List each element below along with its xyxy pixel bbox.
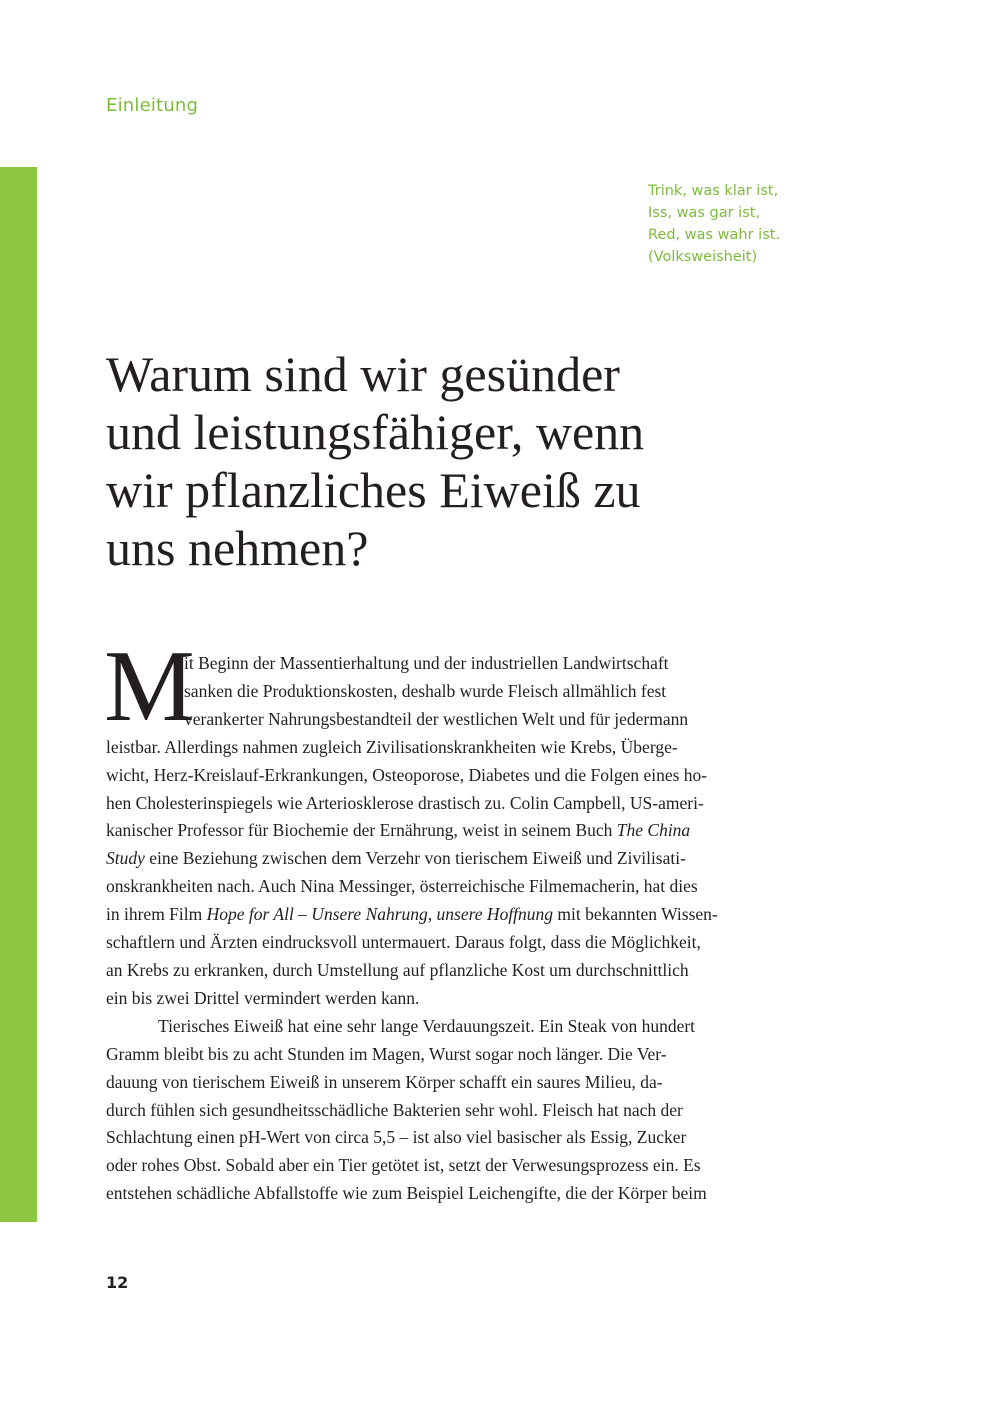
body-text <box>106 650 776 1208</box>
section-label: Einleitung <box>106 95 199 116</box>
text-line: Tierisches Eiweiß hat eine sehr lange Verdauungszeit. Ein Steak von hundert <box>158 1015 696 1036</box>
text-line: Schlachtung einen pH-Wert von circa 5,5 – ist also viel basischer als Essig, Zucker <box>106 1127 687 1148</box>
text-line: it Beginn der Massentierhaltung und der industriellen Landwirtschaft <box>184 653 669 673</box>
page-number: 12 <box>106 1273 129 1292</box>
text-line: oder rohes Obst. Sobald aber ein Tier getötet ist, setzt der Verwesungsprozess ein. Es <box>106 1155 701 1176</box>
book-title: The China <box>616 820 691 841</box>
paragraph-1 <box>106 650 776 734</box>
text-segment: kanischer Professor für Biochemie der Ernährung, weist in seinem Buch <box>106 820 617 841</box>
film-title: Hope for All – Unsere Nahrung, unsere Hoffnung <box>206 904 554 925</box>
text-line: an Krebs zu erkranken, durch Umstellung auf pflanzliche Kost um durchschnittlich <box>106 959 689 980</box>
title-line: wir pflanzliches Eiweiß zu <box>106 462 641 518</box>
text-segment: eine Beziehung zwischen dem Verzehr von tierischem Eiweiß und Zivilisati- <box>144 848 686 869</box>
title-line: Warum sind wir gesünder <box>106 346 620 402</box>
text-line: sanken die Produktionskosten, deshalb wurde Fleisch allmählich fest <box>184 680 667 701</box>
title-line: uns nehmen? <box>106 520 369 576</box>
text-line: hen Cholesterinspiegels wie Arteriosklerose drastisch zu. Colin Campbell, US-ameri- <box>106 792 704 813</box>
title-line: und leistungsfähiger, wenn <box>106 404 645 460</box>
epigraph <box>648 180 948 268</box>
text-line: schaftlern und Ärzten eindrucksvoll untermauert. Daraus folgt, dass die Möglichkeit, <box>106 932 701 953</box>
text-line <box>106 845 776 873</box>
text-line: dauung von tierischem Eiweiß in unserem Körper schafft ein saures Milieu, da- <box>106 1071 663 1092</box>
text-segment: in ihrem Film <box>106 904 207 925</box>
green-margin-bar <box>0 167 37 1222</box>
text-line: Gramm bleibt bis zu acht Stunden im Magen, Wurst sogar noch länger. Die Ver- <box>106 1043 667 1064</box>
epigraph-line: Iss, was gar ist, <box>648 205 761 221</box>
text-line: durch fühlen sich gesundheitsschädliche Bakterien sehr wohl. Fleisch hat nach der <box>106 1099 683 1120</box>
epigraph-line: Red, was wahr ist. <box>648 227 781 243</box>
text-segment: mit bekannten Wissen- <box>553 904 718 925</box>
text-line: onskrankheiten nach. Auch Nina Messinger, österreichische Filmemacherin, hat dies <box>106 876 698 897</box>
text-line: wicht, Herz-Kreislauf-Erkrankungen, Osteoporose, Diabetes und die Folgen eines ho- <box>106 764 708 785</box>
text-line <box>106 817 776 845</box>
text-line <box>106 901 776 929</box>
text-line: entstehen schädliche Abfallstoffe wie zum Beispiel Leichengifte, die der Körper beim <box>106 1183 707 1204</box>
epigraph-line: Trink, was klar ist, <box>648 183 779 199</box>
book-title: Study <box>106 848 145 869</box>
text-line: verankerter Nahrungsbestandteil der westlichen Welt und für jedermann <box>184 708 689 729</box>
text-line: leistbar. Allerdings nahmen zugleich Zivilisationskrankheiten wie Krebs, Überge- <box>106 736 678 757</box>
chapter-title <box>106 345 826 577</box>
drop-cap: M <box>104 630 195 743</box>
text-line: ein bis zwei Drittel vermindert werden kann. <box>106 987 420 1008</box>
epigraph-source: (Volksweisheit) <box>648 249 758 265</box>
